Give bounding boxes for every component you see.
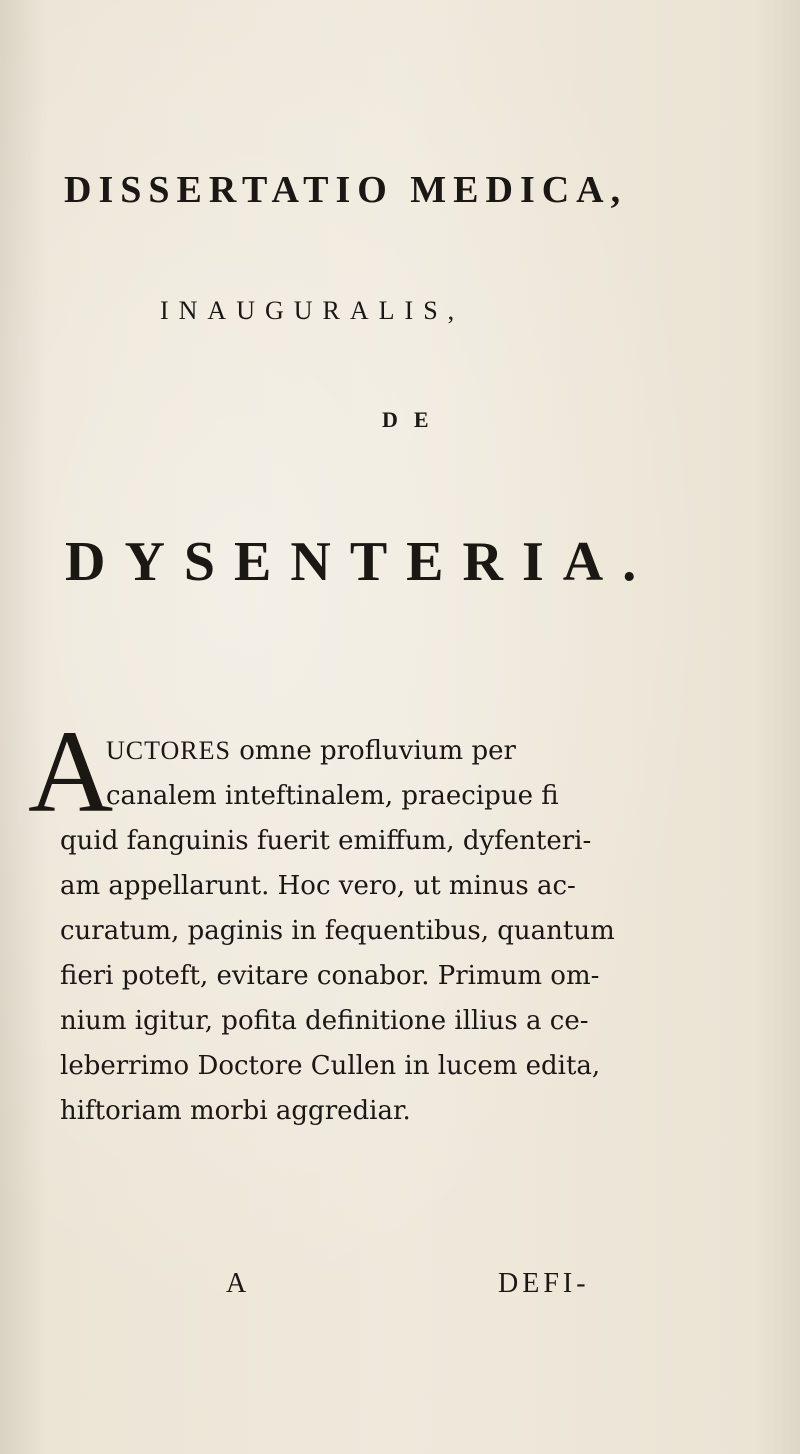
paragraph-line-9: hiftoriam morbi aggrediar.: [60, 1096, 411, 1126]
lead-word: UCTORES: [106, 736, 231, 765]
body-paragraph: [60, 728, 750, 1134]
paragraph-line-6: fieri poteft, evitare conabor. Primum om-: [60, 961, 600, 991]
paragraph-line-1: [60, 728, 750, 774]
paragraph-line-4: am appellarunt. Hoc vero, ut minus ac-: [60, 871, 576, 901]
paragraph-line-7: nium igitur, pofita definitione illius a ce-: [60, 1006, 589, 1036]
paragraph-line-8: leberrimo Doctore Cullen in lucem edita,: [60, 1051, 601, 1081]
title-line-inauguralis: INAUGURALIS,: [160, 296, 465, 325]
paragraph-line-5: curatum, paginis in fequentibus, quantum: [60, 916, 615, 946]
paragraph-line-1-rest: omne profluvium per: [231, 736, 516, 766]
title-line-dissertatio-medica: DISSERTATIO MEDICA,: [64, 169, 628, 211]
catchword: DEFI-: [498, 1268, 590, 1299]
paragraph-line-3: quid fanguinis fuerit emiffum, dyfenteri-: [60, 826, 592, 856]
drop-cap-letter: A: [28, 706, 114, 837]
title-line-de: DE: [382, 407, 445, 432]
signature-mark: A: [226, 1268, 247, 1299]
paragraph-line-2: canalem inteftinalem, praecipue fi: [106, 781, 559, 811]
title-line-dysenteria: DYSENTERIA.: [65, 531, 656, 593]
